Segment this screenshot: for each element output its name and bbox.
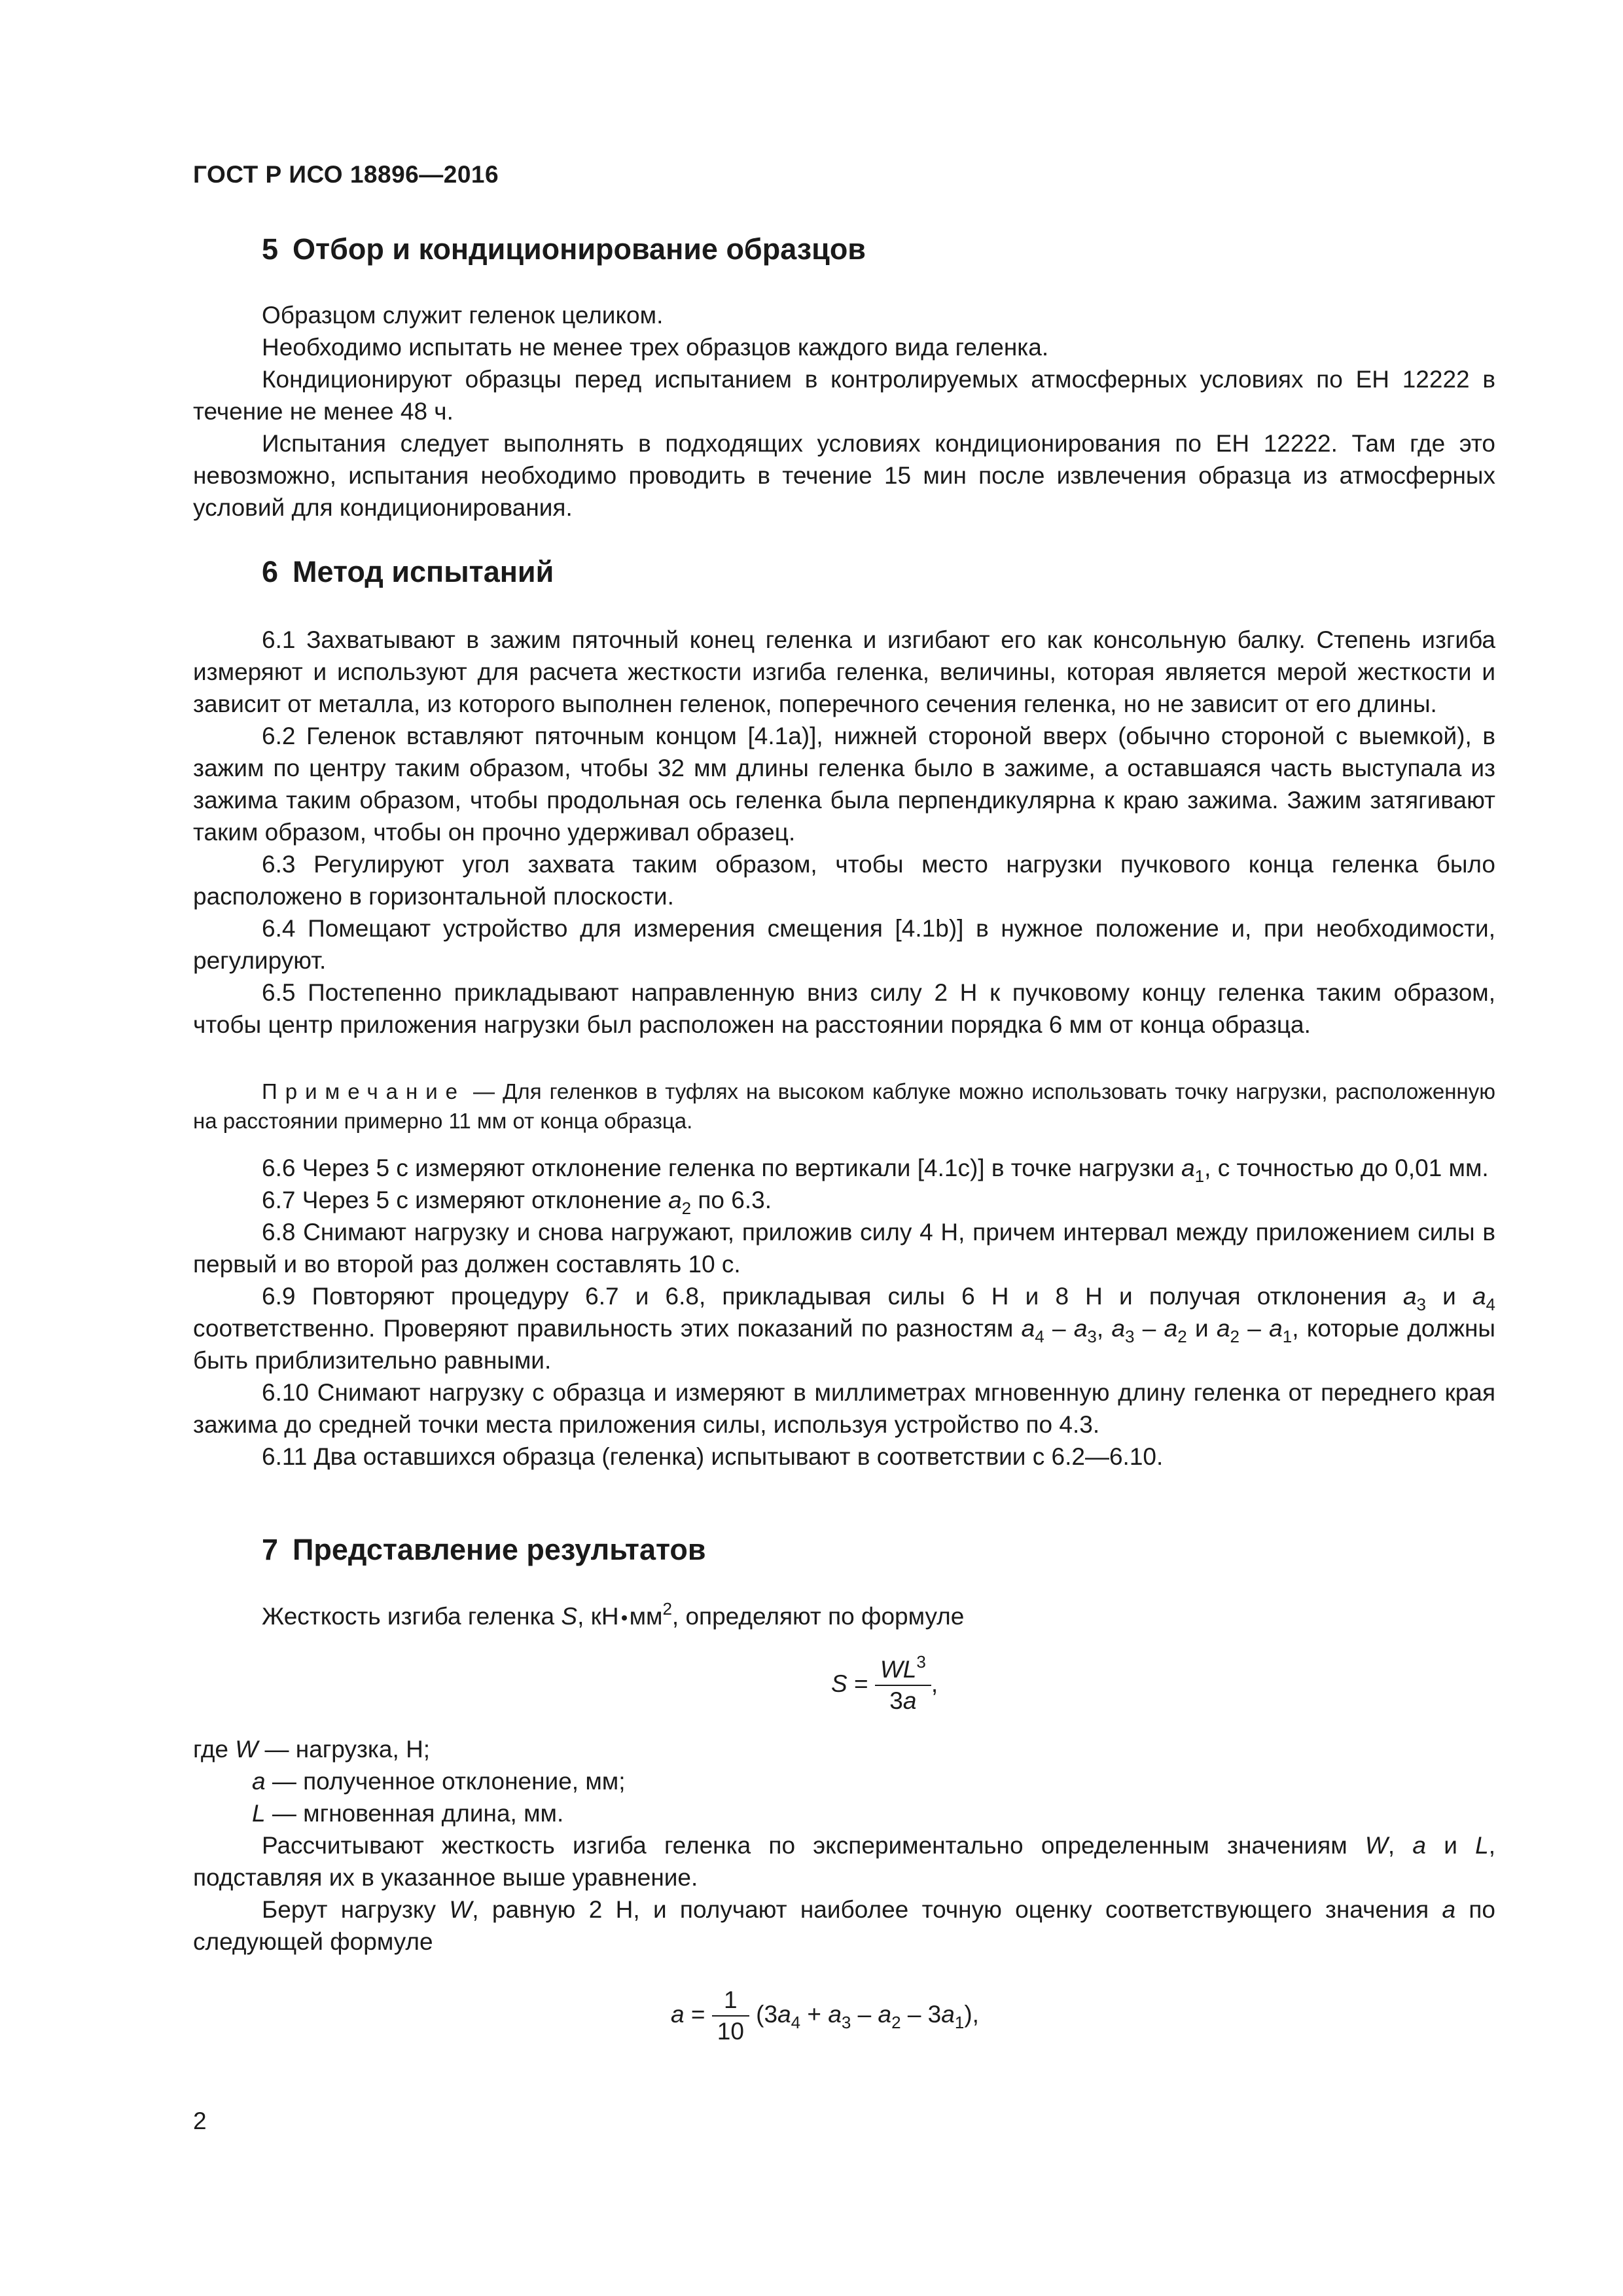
section-6-body-b: [193, 1152, 1495, 1473]
text-run: Жесткость изгиба геленка: [262, 1603, 562, 1630]
section-title: Отбор и кондиционирование образцов: [293, 232, 866, 266]
text-run: подставляя их в указанное выше уравнение.: [193, 1864, 698, 1891]
paragraph-6-4: 6.4 Помещают устройство для измерения смещения [4.1b)] в нужное положение и, при необходимости, регулируют.: [193, 915, 1495, 974]
text-run: , кН: [577, 1603, 619, 1630]
text-run: 6.7 Через 5 с измеряют отклонение: [262, 1187, 669, 1213]
note-text: — Для геленков в туфлях на высоком каблуке можно использовать точку нагрузки, расположенную на расстоянии примерно 11 мм от конца образца.: [193, 1079, 1495, 1133]
paragraph-6-5: 6.5 Постепенно прикладывают направленную вниз силу 2 Н к пучковому концу геленка таким образом, чтобы центр приложения нагрузки был расположен на расстоянии порядка 6 мм от конца образца.: [193, 979, 1495, 1038]
paragraph: Рассчитывают жесткость изгиба геленка по экспериментально определенным значениям W, a и L, подставляя их в указанное выше уравнение.: [193, 1832, 1495, 1891]
paragraph-6-7: 6.7 Через 5 с измеряют отклонение $a_2$ по 6.3.: [262, 1187, 772, 1218]
text-run: 6.9 Повторяют процедуру 6.7 и 6.8, прикладывая силы 6 Н и 8 Н и получая отклонения: [262, 1283, 1403, 1310]
section-number: 6: [262, 555, 279, 588]
paragraph-6-11: 6.11 Два оставшихся образца (геленка) испытывают в соответствии с 6.2—6.10.: [262, 1443, 1164, 1470]
section-6-body-a: [193, 624, 1495, 1041]
section-7-intro: [193, 1600, 1495, 1632]
section-5-heading: [262, 232, 866, 266]
section-number: 5: [262, 232, 279, 266]
text-run: по следующей формуле: [193, 1896, 1496, 1955]
text-run: соответственно. Проверяют правильность этих показаний по разностям: [193, 1315, 1022, 1342]
where-w: где W — нагрузка, Н;: [193, 1736, 431, 1763]
note: [193, 1077, 1495, 1136]
paragraph: Жесткость изгиба геленка S, кН $мм^2$, определяют по формуле: [262, 1599, 965, 1630]
text-run: , с точностью до 0,01 мм.: [1204, 1155, 1489, 1181]
paragraph: Необходимо испытать не менее трех образцов каждого вида геленка.: [262, 334, 1049, 361]
section-6-heading: [262, 555, 554, 589]
where-l: L — мгновенная длина, мм.: [252, 1800, 564, 1827]
formula-stiffness: S = $\frac{WL^3}{3a}$ ,: [831, 1652, 938, 1714]
text-run: и: [1425, 1832, 1476, 1859]
text-run: — мгновенная длина, мм.: [265, 1800, 564, 1827]
multiplication-dot: [622, 1615, 627, 1621]
text-run: Берут нагрузку: [262, 1896, 450, 1923]
document-header: ГОСТ Р ИСО 18896—2016: [193, 161, 499, 188]
text-run: — полученное отклонение, мм;: [265, 1768, 626, 1795]
section-5-body: [193, 299, 1495, 524]
paragraph: Берут нагрузку W, равную 2 Н, и получают наиболее точную оценку соответствующего значения a по следующей формуле: [193, 1896, 1496, 1955]
where-a: a — полученное отклонение, мм;: [252, 1768, 626, 1795]
text-run: Рассчитывают жесткость изгиба геленка по экспериментально определенным значениям: [262, 1832, 1365, 1859]
text-run: и: [1426, 1283, 1472, 1310]
note-label: Примечание: [262, 1079, 466, 1103]
paragraph-6-2: 6.2 Геленок вставляют пяточным концом [4.1а)], нижней стороной вверх (обычно стороной с выемкой), в зажим по центру таким образом, чтобы 32 мм длины геленка было в зажиме, а оставшаяся часть выступала из зажима таким образом, чтобы продольная ось геленка была перпендикулярна к краю зажима. Зажим затягивают таким образом, чтобы он прочно удерживал образец.: [193, 723, 1495, 846]
paragraph: Кондиционируют образцы перед испытанием в контролируемых атмосферных условиях по ЕН 12222 в течение не менее 48 ч.: [193, 366, 1495, 425]
paragraph: Испытания следует выполнять в подходящих условиях кондиционирования по ЕН 12222. Там где это невозможно, испытания необходимо проводить в течение 15 мин после извлечения образца из атмосферных условий для кондиционирования.: [193, 430, 1495, 521]
paragraph-6-9: 6.9 Повторяют процедуру 6.7 и 6.8, прикладывая силы 6 Н и 8 Н и получая отклонения $a_3$ и $a_4$ соответственно. Проверяют правильность этих показаний по разностям $a_4 - a_3$, $a_3 - a_2$ и $a_2 - a_1$, которые должны быть приблизительно равными.: [193, 1283, 1495, 1374]
text-run: по 6.3.: [691, 1187, 772, 1213]
text-run: равную 2 Н, и получают наиболее точную оценку соответствующего значения: [478, 1896, 1442, 1923]
section-7-heading: [262, 1533, 706, 1567]
text-run: где: [193, 1736, 229, 1763]
formula-deflection: a = $\frac{1}{10}$ $(3a_4 + a_3 - a_2 - 3a_1)$,: [671, 1986, 979, 2045]
text-run: — нагрузка, Н;: [258, 1736, 431, 1763]
paragraph-6-10: 6.10 Снимают нагрузку с образца и измеряют в миллиметрах мгновенную длину геленка от переднего края зажима до средней точки места приложения силы, используя устройство по 4.3.: [193, 1379, 1495, 1438]
page-number: 2: [193, 2108, 207, 2134]
section-7-body: [193, 1829, 1495, 1958]
paragraph-6-6: 6.6 Через 5 с измеряют отклонение геленка по вертикали [4.1с)] в точке нагрузки $a_1$, с точностью до 0,01 мм.: [262, 1155, 1489, 1186]
text-run: , определяют по формуле: [671, 1603, 965, 1630]
paragraph-6-8: 6.8 Снимают нагрузку и снова нагружают, приложив силу 4 Н, причем интервал между приложением силы в первый и во второй раз должен составлять 10 с.: [193, 1219, 1495, 1278]
section-title: Представление результатов: [293, 1533, 706, 1566]
section-number: 7: [262, 1533, 279, 1566]
text-run: мм: [629, 1603, 663, 1630]
text-run: 6.6 Через 5 с измеряют отклонение геленка по вертикали [4.1с)] в точке нагрузки: [262, 1155, 1182, 1181]
text-run: , которые должны быть приблизительно равными.: [193, 1315, 1495, 1374]
section-title: Метод испытаний: [293, 555, 554, 588]
paragraph-6-3: 6.3 Регулируют угол захвата таким образом, чтобы место нагрузки пучкового конца геленка было расположено в горизонтальной плоскости.: [193, 851, 1495, 910]
paragraph: Образцом служит геленок целиком.: [262, 302, 664, 329]
paragraph-6-1: 6.1 Захватывают в зажим пяточный конец геленка и изгибают его как консольную балку. Степень изгиба измеряют и используют для расчета жесткости изгиба геленка, величины, которая является мерой жесткости и зависит от металла, из которого выполнен геленок, поперечного сечения геленка, но не зависит от его длины.: [193, 626, 1495, 717]
